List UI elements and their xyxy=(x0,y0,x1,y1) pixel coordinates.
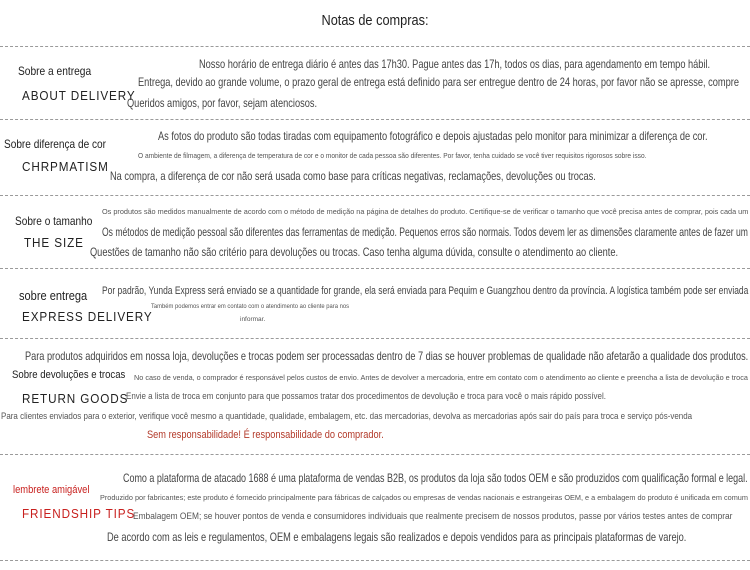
returns-line-1: Para produtos adquiridos em nossa loja, devoluções e trocas podem ser processadas dentro de 7 dias se houver problemas de qualidade não afetarão a qualidade dos produtos. xyxy=(25,349,749,363)
divider xyxy=(0,268,750,269)
friendship-line-4: De acordo com as leis e regulamentos, OEM e embalagens legais são realizados e depois vendidos para as principais plataformas de varejo. xyxy=(107,530,687,544)
delivery-line-3: Queridos amigos, por favor, sejam atenciosos. xyxy=(127,96,318,110)
express-line-3: informar. xyxy=(240,316,266,323)
express-line-1: Por padrão, Yunda Express será enviado se a quantidade for grande, ela será enviada para Pequim e Guangzhou dentro da província. A logística também pode ser enviada xyxy=(102,285,749,297)
size-label-en: THE SIZE xyxy=(24,235,84,250)
size-line-1: Os produtos são medidos manualmente de acordo com o método de medição na página de detalhes do produto. Certifique-se de verificar o tamanho que você precisa antes de comprar, pois cada um xyxy=(102,207,749,216)
divider xyxy=(0,195,750,196)
returns-line-4: Para clientes enviados para o exterior, verifique você mesmo a quantidade, qualidade, embalagem, etc. das mercadorias, devolva as mercadorias após sair do país para troca e serviço pós-venda xyxy=(1,411,693,422)
delivery-line-1: Nosso horário de entrega diário é antes das 17h30. Pague antes das 17h, todos os dias, para agendamento em tempo hábil. xyxy=(199,57,711,71)
returns-line-2: No caso de venda, o comprador é responsável pelos custos de envio. Antes de devolver a mercadoria, entre em contato com o atendimento ao cliente e preencha a lista de devolução e troca xyxy=(134,373,748,382)
divider xyxy=(0,560,750,561)
returns-label-en: RETURN GOODS xyxy=(22,391,129,406)
color-line-2: O ambiente de filmagem, a diferença de temperatura de cor e o monitor de cada pessoa são diferentes. Por favor, tenha cuidado se você tiver requisitos rigorosos sobre isso. xyxy=(138,151,647,160)
delivery-label-en: ABOUT DELIVERY xyxy=(22,88,136,103)
size-label-pt: Sobre o tamanho xyxy=(15,214,93,228)
color-line-1: As fotos do produto são todas tiradas com equipamento fotográfico e depois ajustadas pelo monitor para minimizar a diferença de cor. xyxy=(158,129,708,143)
friendship-label-en: FRIENDSHIP TIPS xyxy=(22,506,136,521)
delivery-line-2: Entrega, devido ao grande volume, o prazo geral de entrega está definido para ser entregue dentro de 24 horas, por favor não se apresse, compre xyxy=(138,75,739,89)
delivery-label-pt: Sobre a entrega xyxy=(18,64,92,78)
color-label-en: CHRPMATISM xyxy=(22,159,109,174)
express-label-pt: sobre entrega xyxy=(19,288,88,303)
divider xyxy=(0,119,750,120)
express-label-en: EXPRESS DELIVERY xyxy=(22,309,153,324)
express-line-2: Também podemos entrar em contato com o atendimento ao cliente para nos xyxy=(151,303,350,310)
friendship-line-1: Como a plataforma de atacado 1688 é uma plataforma de vendas B2B, os produtos da loja são todos OEM e são produzidos com qualificação formal e legal. xyxy=(123,471,748,485)
returns-label-pt: Sobre devoluções e trocas xyxy=(12,369,126,381)
size-line-2: Os métodos de medição pessoal são diferentes das ferramentas de medição. Pequenos erros são normais. Todos devem ler as dimensões claramente antes de fazer um xyxy=(102,225,748,239)
friendship-line-3: Embalagem OEM; se houver pontos de venda e consumidores individuais que realmente precisem de nossos produtos, passe por vários testes antes de comprar xyxy=(133,511,733,522)
divider xyxy=(0,46,750,47)
color-line-3: Na compra, a diferença de cor não será usada como base para críticas negativas, reclamações, devoluções ou trocas. xyxy=(110,169,596,183)
divider xyxy=(0,454,750,455)
friendship-label-pt: lembrete amigável xyxy=(13,484,90,496)
color-label-pt: Sobre diferença de cor xyxy=(4,137,106,151)
friendship-line-2: Produzido por fabricantes; este produto é fornecido principalmente para fábricas de calçados ou empresas de vendas nacionais e estrangeiras OEM, e a embalagem do produto é unificada em comum xyxy=(100,493,748,502)
returns-line-3: Envie a lista de troca em conjunto para que possamos tratar dos procedimentos de devolução e troca para você o mais rápido possível. xyxy=(126,391,606,402)
divider xyxy=(0,338,750,339)
returns-line-5: Sem responsabilidade! É responsabilidade do comprador. xyxy=(147,429,384,441)
page-title: Notas de compras: xyxy=(321,12,429,29)
size-line-3: Questões de tamanho não são critério para devoluções ou trocas. Caso tenha alguma dúvida, consulte o atendimento ao cliente. xyxy=(90,245,619,259)
